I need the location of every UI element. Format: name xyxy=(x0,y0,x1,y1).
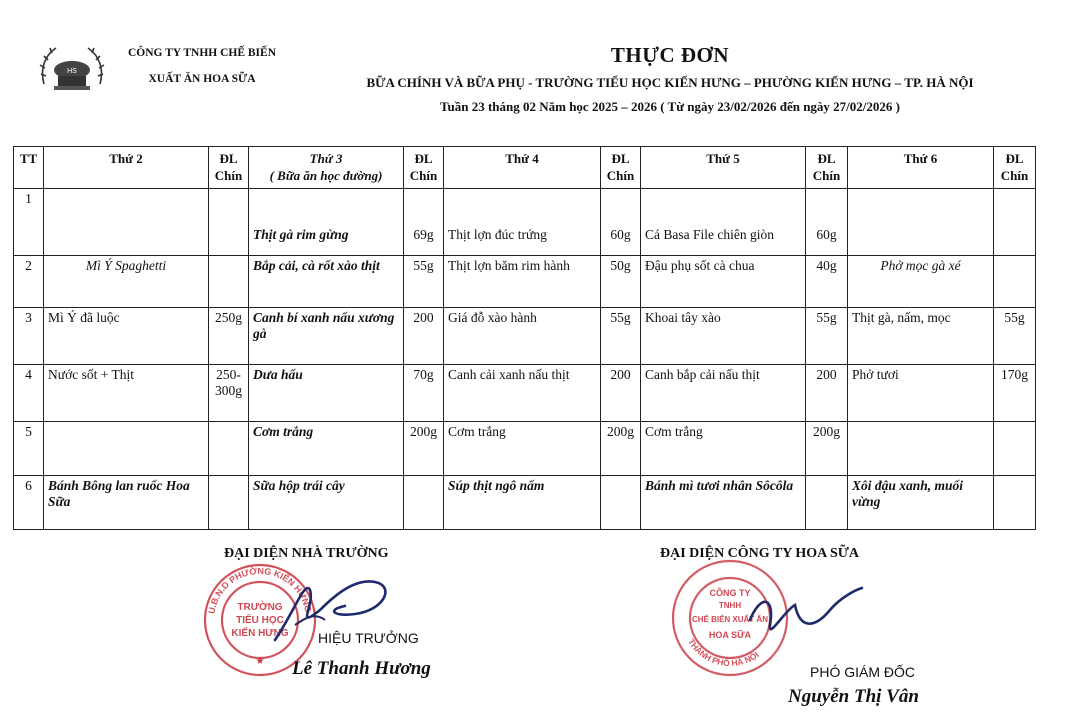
thu-dish: Bánh mì tươi nhân Sôcôla xyxy=(641,476,806,530)
row-number: 3 xyxy=(14,308,44,365)
col-header-thu6: Thứ 6 xyxy=(848,147,994,189)
company-stamp-line-3: CHẾ BIẾN XUẤT ĂN xyxy=(691,615,769,624)
company-representative-heading: ĐẠI DIỆN CÔNG TY HOA SỮA xyxy=(660,546,860,561)
thu-dish: Đậu phụ sốt cà chua xyxy=(641,256,806,308)
company-line-2: XUẤT ĂN HOA SỮA xyxy=(148,73,256,85)
col-header-thu2: Thứ 2 xyxy=(44,147,209,189)
mon-weight: 250-300g xyxy=(209,365,249,422)
svg-text:HS: HS xyxy=(67,68,77,75)
school-stamp-outer-text: U.B.N.D PHƯỜNG KIẾN HƯNG xyxy=(206,565,314,615)
school-representative-heading: ĐẠI DIỆN NHÀ TRƯỜNG xyxy=(224,546,389,561)
school-stamp-line-2: TIỂU HỌC xyxy=(236,615,284,626)
fri-weight: 55g xyxy=(994,308,1036,365)
wed-dish: Cơm trắng xyxy=(444,422,601,476)
tue-dish: Dưa hấu xyxy=(249,365,404,422)
company-name xyxy=(112,40,292,92)
wed-dish: Canh cải xanh nấu thịt xyxy=(444,365,601,422)
company-logo-icon xyxy=(36,40,108,100)
tue-dish: Bắp cải, cà rốt xào thịt xyxy=(249,256,404,308)
dl-label: ĐL xyxy=(1005,151,1024,166)
col-header-dl-4 xyxy=(601,147,641,189)
thu-dish: Cá Basa File chiên giòn xyxy=(641,189,806,256)
thu-weight: 200g xyxy=(806,422,848,476)
wed-weight xyxy=(601,476,641,530)
fri-weight xyxy=(994,189,1036,256)
thu-dish: Canh bắp cải nấu thịt xyxy=(641,365,806,422)
dl-label: ĐL xyxy=(219,151,238,166)
chin-label: Chín xyxy=(606,168,635,183)
menu-table xyxy=(13,146,1036,530)
chin-label: Chín xyxy=(1000,168,1029,183)
dl-label: ĐL xyxy=(817,151,836,166)
tue-dish: Sữa hộp trái cây xyxy=(249,476,404,530)
company-line-1: CÔNG TY TNHH CHẾ BIẾN xyxy=(127,47,277,59)
mon-dish: Bánh Bông lan ruốc Hoa Sữa xyxy=(44,476,209,530)
document-subtitle: BỮA CHÍNH VÀ BỮA PHỤ - TRƯỜNG TIỂU HỌC KIẾN HƯNG – PHƯỜNG KIẾN HƯNG – TP. HÀ NỘI xyxy=(366,75,974,90)
thu-weight: 40g xyxy=(806,256,848,308)
col-header-dl-6 xyxy=(994,147,1036,189)
wed-weight: 50g xyxy=(601,256,641,308)
col-header-thu4: Thứ 4 xyxy=(444,147,601,189)
row-number: 1 xyxy=(14,189,44,256)
thu-weight: 200 xyxy=(806,365,848,422)
row-number: 4 xyxy=(14,365,44,422)
wed-dish: Thịt lợn đúc trứng xyxy=(444,189,601,256)
row-number: 5 xyxy=(14,422,44,476)
wed-weight: 60g xyxy=(601,189,641,256)
col-header-dl-3 xyxy=(404,147,444,189)
fri-dish xyxy=(848,189,994,256)
school-stamp-line-3: KIẾN HƯNG xyxy=(231,628,289,639)
thu-dish: Cơm trắng xyxy=(641,422,806,476)
dl-label: ĐL xyxy=(611,151,630,166)
thu3-sub-label: ( Bữa ăn học đường) xyxy=(269,168,383,183)
company-stamp-outer-text: THÀNH PHỐ HÀ NỘI xyxy=(686,636,761,669)
tue-dish: Cơm trắng xyxy=(249,422,404,476)
week-range: Tuần 23 tháng 02 Năm học 2025 – 2026 ( Từ ngày 23/02/2026 đến ngày 27/02/2026 ) xyxy=(440,99,900,114)
tue-weight xyxy=(404,476,444,530)
thu-weight: 55g xyxy=(806,308,848,365)
tue-weight: 55g xyxy=(404,256,444,308)
fri-dish: Xôi đậu xanh, muối vừng xyxy=(848,476,994,530)
chin-label: Chín xyxy=(409,168,438,183)
mon-dish xyxy=(44,189,209,256)
company-stamp-line-4: HOA SỮA xyxy=(708,630,752,640)
wed-weight: 55g xyxy=(601,308,641,365)
fri-dish: Thịt gà, nấm, mọc xyxy=(848,308,994,365)
mon-weight xyxy=(209,476,249,530)
chin-label: Chín xyxy=(214,168,243,183)
svg-text:★: ★ xyxy=(255,656,265,667)
tue-weight: 69g xyxy=(404,189,444,256)
fri-weight: 170g xyxy=(994,365,1036,422)
mon-weight: 250g xyxy=(209,308,249,365)
mon-weight xyxy=(209,189,249,256)
row-number: 6 xyxy=(14,476,44,530)
school-signer-name: Lê Thanh Hương xyxy=(292,658,431,679)
col-header-thu5: Thứ 5 xyxy=(641,147,806,189)
company-role: PHÓ GIÁM ĐỐC xyxy=(810,664,916,680)
fri-weight xyxy=(994,256,1036,308)
wed-weight: 200g xyxy=(601,422,641,476)
thu-weight xyxy=(806,476,848,530)
mon-dish: Mì Ý Spaghetti xyxy=(44,256,209,308)
company-stamp-line-2: TNHH xyxy=(718,601,742,610)
col-header-dl-5 xyxy=(806,147,848,189)
fri-dish: Phở mọc gà xé xyxy=(848,256,994,308)
col-header-thu3 xyxy=(249,147,404,189)
thu3-label: Thứ 3 xyxy=(309,151,343,166)
wed-dish: Thịt lợn băm rim hành xyxy=(444,256,601,308)
company-stamp-line-1: CÔNG TY xyxy=(709,588,751,598)
mon-weight xyxy=(209,422,249,476)
tue-dish: Canh bí xanh nấu xương gà xyxy=(249,308,404,365)
document-header xyxy=(300,42,1040,118)
vice-director-signature-icon xyxy=(740,580,870,650)
table-header-row xyxy=(14,147,1036,189)
document-title: THỰC ĐƠN xyxy=(610,43,730,67)
wed-dish: Súp thịt ngô nấm xyxy=(444,476,601,530)
thu-weight: 60g xyxy=(806,189,848,256)
school-role: HIỆU TRƯỞNG xyxy=(318,630,419,646)
chin-label: Chín xyxy=(812,168,841,183)
fri-weight xyxy=(994,476,1036,530)
wed-weight: 200 xyxy=(601,365,641,422)
mon-dish xyxy=(44,422,209,476)
row-number: 2 xyxy=(14,256,44,308)
tue-weight: 200g xyxy=(404,422,444,476)
mon-dish: Nước sốt + Thịt xyxy=(44,365,209,422)
fri-weight xyxy=(994,422,1036,476)
mon-weight xyxy=(209,256,249,308)
tue-weight: 70g xyxy=(404,365,444,422)
col-header-tt: TT xyxy=(14,147,44,189)
tue-weight: 200 xyxy=(404,308,444,365)
table-row xyxy=(14,256,1036,308)
col-header-dl-2 xyxy=(209,147,249,189)
mon-dish: Mì Ý đã luộc xyxy=(44,308,209,365)
fri-dish: Phở tươi xyxy=(848,365,994,422)
table-row xyxy=(14,476,1036,530)
dl-label: ĐL xyxy=(414,151,433,166)
table-row xyxy=(14,189,1036,256)
tue-dish: Thịt gà rim gừng xyxy=(249,189,404,256)
fri-dish xyxy=(848,422,994,476)
company-signer-name: Nguyễn Thị Vân xyxy=(788,686,919,707)
table-row xyxy=(14,365,1036,422)
school-stamp-line-1: TRƯỜNG xyxy=(237,602,283,613)
table-row xyxy=(14,308,1036,365)
thu-dish: Khoai tây xào xyxy=(641,308,806,365)
table-row xyxy=(14,422,1036,476)
wed-dish: Giá đỗ xào hành xyxy=(444,308,601,365)
